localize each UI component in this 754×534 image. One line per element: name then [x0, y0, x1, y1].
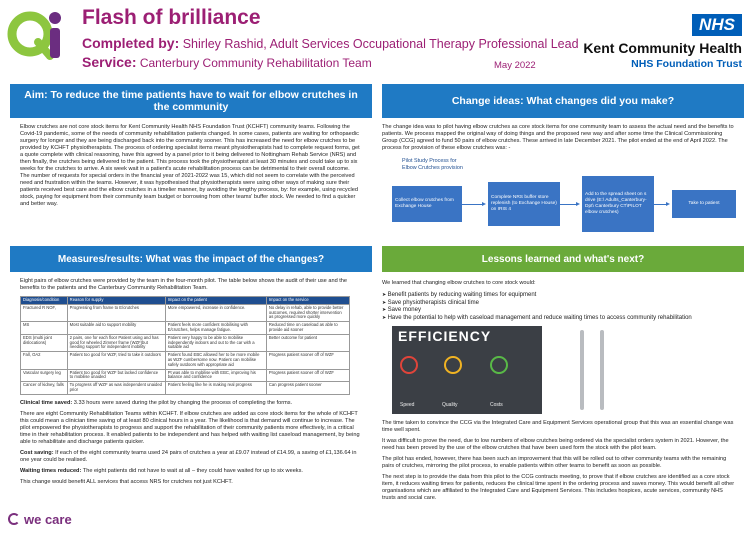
gauge-icon [400, 356, 418, 374]
service: Service: Canterbury Community Rehabilitation Team [82, 54, 372, 70]
crutch-icon [600, 330, 604, 410]
measures-heading: Measures/results: What was the impact of the changes? [10, 246, 372, 272]
table-row: Fractured R NOF, Progressing from frame to E/crutches More empowered, increase in confidence. No delay in rehab, able to provide better outcomes, required shorter intervention as progressed more quickly [21, 304, 350, 321]
aim-text: Elbow crutches are not core stock items for Kent Community Health NHS Foundation Trust (KCHFT) community teams. Following the Covid-19 pandemic, some of the needs of community rehabilitation patients changed. In some cases, patients are waiting for orthopaedic surgery for longer and they are being discharged back into the community sooner. This has increased the need for elbow crutches to be provided by KCHFT physiotherapists. The process of ordering specialist items meant physiotherapists had to complete request forms, get a quote complete with clinical reasoning, have this agreed by a panel prior to it being delivered to Nottingham Rehab Service (NRS) and then finally, the crutches being delivered to the patient. This process took the physiotherapist at least 30 minutes and could take up to six weeks for the crutches to arrive. A six week wait in a patient's acute rehabilitation process can be detrimental to their overall outcome. The number of requests for special orders in the financial year of 2021-2022 was 15, which did not seem to correlate with the perceived need and frustration within the teams. However, it was hypothesised that physiotherapists were using other ways of making sure their patients received best care and the elbow crutches in a timelier manner, by avoiding the lengthy process, by: for example, using recycled stock, paying for equipment from their community team budget or borrowing from other teams' buffer stock. We needed to find a quicker and better way. [20, 124, 360, 207]
change-heading: Change ideas: What changes did you make? [382, 84, 744, 118]
efficiency-label: Speed [400, 402, 415, 408]
flow-title: Pilot Study Process for Elbow Crutches provision [402, 158, 463, 171]
list-item: ➤ Benefit patients by reducing waiting times for equipment [382, 292, 736, 300]
table-row: Cancer of kidney, falls To progress off WZF as was independent unaided prior Patient feeling like he is making real progress Can progress patient sooner [21, 382, 350, 395]
lessons-paragraph: It was difficult to prove the need, due to low numbers of elbow crutches being ordered via the specialist orders system in 2021. However, the need has been proved by the use of the elbow crutches that have been used form the stock with the pilot team. [382, 438, 729, 451]
audit-table [20, 296, 350, 395]
org-subtitle: NHS Foundation Trust [631, 58, 742, 70]
flow-step: Complete NRS buffer store replenish (to Exchange House) on IRIS 4 [488, 182, 560, 226]
table-header: Impact on the service [266, 297, 349, 305]
efficiency-label: Quality [442, 402, 458, 408]
efficiency-word: EFFICIENCY [398, 328, 492, 344]
gauge-icon [490, 356, 508, 374]
qi-logo [6, 8, 66, 64]
flow-arrow [560, 204, 578, 205]
date: May 2022 [494, 60, 536, 71]
flow-arrow [462, 204, 484, 205]
flow-step: Take to patient [672, 190, 736, 218]
completed-by: Completed by: Shirley Rashid, Adult Services Occupational Therapy Professional Lead [82, 35, 579, 51]
table-row: MS Most suitable aid to support mobility Patient feels more confident mobilising with E/crutches, helps manage fatigue. Reduced time on caseload as able to provide aid sooner [21, 322, 350, 335]
lessons-heading: Lessons learned and what's next? [382, 246, 744, 272]
crutch-icon [580, 330, 584, 410]
lessons-paragraph: The pilot has ended, however, there has been such an improvement that this will be rolled out to other community teams with the remaining pairs of crutches, mirroring the pilot process, to enable patients within other teams to benefit as soon as possible. [382, 456, 727, 469]
table-header: Reason for supply [67, 297, 165, 305]
measures-paragraph: There are eight Community Rehabilitation Teams within KCHFT. If elbow crutches are added as core stock items for the whole of KCHFT this could mean a clinician time saving of at least 80 clinical hours in a year. The likelihood is that demand will continue to increase. The pilot empowered the physiotherapists to progress and support the rehabilitation of their community patients more effectively, in a critical time in their rehabilitation process. It enabled patients to be independent and has helped with waiting list caseload management, by being able to rehabilitate and discharge patients quicker. [20, 411, 360, 445]
lessons-intro: We learned that changing elbow crutches to core stock would: [382, 280, 536, 286]
table-header: Impact on the patient [165, 297, 266, 305]
list-item: ➤ Save money [382, 307, 736, 315]
table-row: EDS (multi joint dislocations) 2 pairs, one for each floor Patient using and has good for wheeled Zimmer frame (WZF)but needing support for independent mobility Patient very happy to be able to mobilise independently indoors and out to the car with a suitable aid Better outcome for patient [21, 334, 350, 351]
measures-intro: Eight pairs of elbow crutches were provided by the team in the four-month pilot. The table below shows the audit of their use and the benefits to the patients and the Canterbury Community Rehabilitation Team. [20, 278, 348, 291]
page-title: Flash of brilliance [82, 6, 261, 29]
waiting-times: Waiting times reduced: The eight patients did not have to wait at all – they could have waited for up to six weeks. [20, 468, 303, 474]
lessons-paragraph: The next step is to provide the data from this pilot to the CCG contracts meeting, to prove that if elbow crutches are identified as a core stock item, it reduces waiting times for patients, reduces the clinical time spent in the ordering process and saves money. This would benefit all other organisations which are affiliated to the Integrated Care and Equipment Services. This includes hospices, acute services, community NHS trusts and social care. [382, 474, 735, 501]
flow-arrow [654, 204, 668, 205]
table-row: Vascular surgery leg Patient too good for WZF but lacked confidence to mobilise unaided Pt was able to mobilise with EBC, improving his balance and confidence Progress patient sooner off of WZF [21, 369, 350, 382]
list-item: ➤ Have the potential to help with caseload management and reduce waiting times to access community rehabilitation [382, 315, 736, 323]
lessons-text [382, 420, 736, 524]
flow-step: Collect elbow crutches from Exchange House [392, 186, 462, 222]
org-name: Kent Community Health [583, 40, 742, 56]
measures-results [20, 400, 360, 506]
measures-final: This change would benefit ALL services that access NRS for crutches not just KCHFT. [20, 479, 233, 485]
table-header: Diagnosis/condition [21, 297, 68, 305]
list-item: ➤ Save physiotherapists clinical time [382, 300, 736, 308]
aim-heading: Aim: To reduce the time patients have to wait for elbow crutches in the community [10, 84, 372, 118]
lessons-paragraph: The time taken to convince the CCG via the Integrated Care and Equipment Services operational group that this was an essential change was time well spent. [382, 420, 734, 433]
table-row: Fall, OA2 Patient too good for WZF, tried to take it outdoors Patient found EBC allowed her to be more mobile as WZF cumbersome now. Patient can mobilise safely outdoors with appropriate aid Progress patient sooner off of WZF [21, 352, 350, 369]
change-text: The change idea was to pilot having elbow crutches as core stock items for one community team to assess the actual need and the benefits to patients. We process mapped the original way of doing things and the proposed new way and after some time the Clinical Commissioning Group (CCG) agreed to fund 50 pairs of elbow crutches. These arrived in late December 2021. The pilot ended at the end of April 2022. The process for provision of these elbow crutches was: - [382, 124, 734, 151]
cost-saving: Cost saving: If each of the eight community teams used 24 pairs of crutches a year at £9.07 instead of £14.99, a saving of £1,136.64 in one year could be realised. [20, 450, 357, 463]
we-care-icon [8, 513, 20, 525]
we-care-logo: we care [24, 512, 72, 527]
efficiency-label: Costs [490, 402, 503, 408]
clinical-time-saved: Clinical time saved: 3.33 hours were saved during the pilot by changing the process of completing the forms. [20, 400, 293, 406]
flow-step: Add to the spread sheet on s drive (E:\ Adults_Canterbury-Dpt\ Canterbury CT\PILOT elbow crutches) [582, 176, 654, 232]
lessons-list [382, 292, 736, 322]
nhs-logo: NHS [692, 14, 742, 36]
gauge-icon [444, 356, 462, 374]
